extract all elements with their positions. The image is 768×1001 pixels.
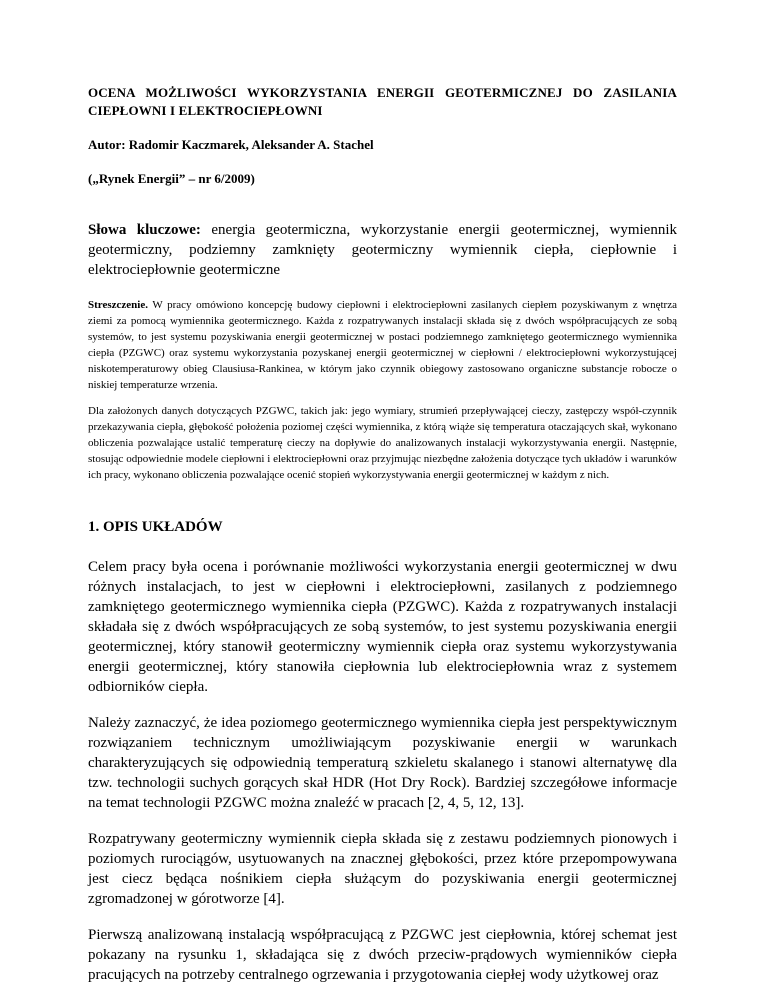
abstract-label: Streszczenie. bbox=[88, 299, 148, 311]
body-paragraph-4: Pierwszą analizowaną instalacją współpracującą z PZGWC jest ciepłownia, której schemat jest pokazany na rysunku 1, składająca się z dwóch przeciw-prądowych wymienników ciepła pracujących na potrzeby centralnego ogrzewania i przygotowania ciepłej wody użytkowej oraz bbox=[88, 927, 677, 983]
keywords-text: energia geotermiczna, wykorzystanie energii geotermicznej, wymiennik geotermiczny, podziemny zamknięty geotermiczny wymiennik ciepła, ciepłownie i elektrociepłownie geotermiczne bbox=[88, 222, 677, 278]
abstract-text-1: W pracy omówiono koncepcję budowy ciepłowni i elektrociepłowni zasilanych ciepłem pozyskiwanym z wnętrza ziemi za pomocą wymiennika geotermicznego. Każda z rozpatrywanych instalacji składa się z dwóch współpracujących ze sobą systemów, to jest systemu pozyskiwania energii geotermicznej w postaci podziemnego zamkniętego geotermicznego wymiennika ciepła (PZGWC) oraz systemu wykorzystania pozyskanej energii geotermicznej w ciepłowni / elektrociepłowni wykorzystującej niskotemperaturowy obieg Clausiusa-Rankinea, w którym jako czynnik obiegowy zastosowano organiczne substancje robocze o niskiej temperaturze wrzenia. bbox=[88, 299, 677, 391]
document-page bbox=[88, 84, 677, 1001]
paper-title: OCENA MOŻLIWOŚCI WYKORZYSTANIA ENERGII GEOTERMICZNEJ DO ZASILANIA CIEPŁOWNI I ELEKTROCIEPŁOWNI bbox=[88, 85, 677, 118]
body-paragraph-1: Celem pracy była ocena i porównanie możliwości wykorzystania energii geotermicznej w dwu różnych instalacjach, to jest w ciepłowni i elektrociepłowni, zasilanych z podziemnego zamkniętego geotermicznego wymiennika ciepła (PZGWC). Każda z rozpatrywanych instalacji składała się z dwóch współpracujących ze sobą systemów, to jest systemu pozyskiwania energii geotermicznej, który stanowił geotermiczny wymiennik ciepła oraz systemu wykorzystywania energii geotermicznej, który stanowiła ciepłownia lub elektrociepłownia wraz z systemem odbiorników ciepła. bbox=[88, 559, 677, 695]
keywords-label: Słowa kluczowe: bbox=[88, 222, 201, 238]
body-paragraph-3: Rozpatrywany geotermiczny wymiennik ciepła składa się z zestawu podziemnych pionowych i poziomych rurociągów, usytuowanych na znacznej głębokości, przez które przepompowywana jest ciecz będąca nośnikiem ciepła służącym do pozyskiwania energii geotermicznej zgromadzonej w górotworze [4]. bbox=[88, 831, 677, 907]
author-line: Autor: Radomir Kaczmarek, Aleksander A. Stachel bbox=[88, 137, 374, 152]
keywords-paragraph bbox=[88, 220, 677, 280]
body-paragraph-2: Należy zaznaczyć, że idea poziomego geotermicznego wymiennika ciepła jest perspektywicznym rozwiązaniem technicznym umożliwiającym pozyskiwanie energii w warunkach charakteryzujących się odpowiednią temperaturą szkieletu skalanego i stanowi alternatywę dla tzw. technologii suchych gorących skał HDR (Hot Dry Rock). Bardziej szczegółowe informacje na temat technologii PZGWC można znaleźć w pracach [2, 4, 5, 12, 13]. bbox=[88, 715, 677, 811]
abstract-paragraph-2: Dla założonych danych dotyczących PZGWC, takich jak: jego wymiary, strumień przepływającej cieczy, zastępczy współ-czynnik przekazywania ciepła, głębokość położenia poziomej części wymiennika, z którą wiąże się temperatura otaczających skał, wykonano obliczenia pozwalające ustalić temperaturę cieczy na dopływie do analizowanych instalacji wykorzystywania energii. Następnie, stosując odpowiednie modele ciepłowni i elektrociepłowni oraz przyjmując niezbędne założenia dotyczące tych układów i warunków ich pracy, wykonano obliczenia pozwalające ocenić stopień wykorzystywania energii geotermicznej w każdym z nich. bbox=[88, 405, 677, 481]
source-line: („Rynek Energii” – nr 6/2009) bbox=[88, 171, 255, 186]
abstract-paragraph-1 bbox=[88, 297, 677, 393]
section-heading: 1. OPIS UKŁADÓW bbox=[88, 519, 223, 535]
